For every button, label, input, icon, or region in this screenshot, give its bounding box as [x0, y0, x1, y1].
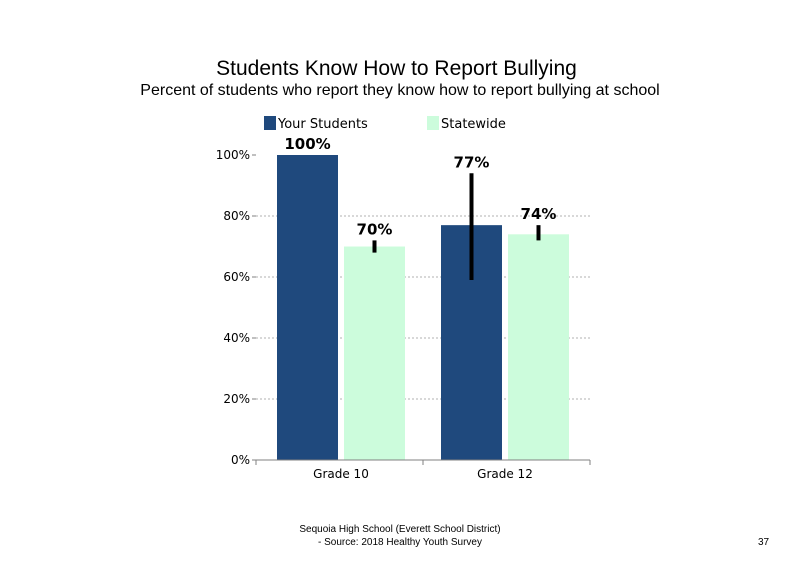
footer-source: - Source: 2018 Healthy Youth Survey [318, 537, 482, 548]
y-tick-label: 0% [230, 453, 250, 467]
data-label: 100% [284, 135, 331, 153]
y-tick-label: 40% [223, 331, 250, 345]
footer-school: Sequoia High School (Everett School District) [299, 524, 501, 535]
y-tick-label: 100% [215, 148, 250, 162]
x-tick-label: Grade 10 [313, 467, 369, 481]
chart-subtitle: Percent of students who report they know how to report bullying at school [140, 82, 660, 99]
data-label: 74% [520, 205, 557, 224]
legend-label: Statewide [441, 117, 506, 132]
bar [344, 247, 405, 461]
data-label: 77% [453, 153, 490, 172]
legend-label: Your Students [278, 117, 368, 132]
y-tick-label: 60% [223, 270, 250, 284]
legend-swatch [427, 116, 439, 130]
bar [508, 234, 569, 460]
y-tick-label: 80% [223, 209, 250, 223]
page-number: 37 [758, 537, 770, 548]
chart-title: Students Know How to Report Bullying [216, 57, 577, 80]
x-tick-label: Grade 12 [477, 467, 533, 481]
bar [277, 155, 338, 460]
y-tick-label: 20% [223, 392, 250, 406]
data-label: 70% [356, 220, 393, 239]
legend-swatch [264, 116, 276, 130]
